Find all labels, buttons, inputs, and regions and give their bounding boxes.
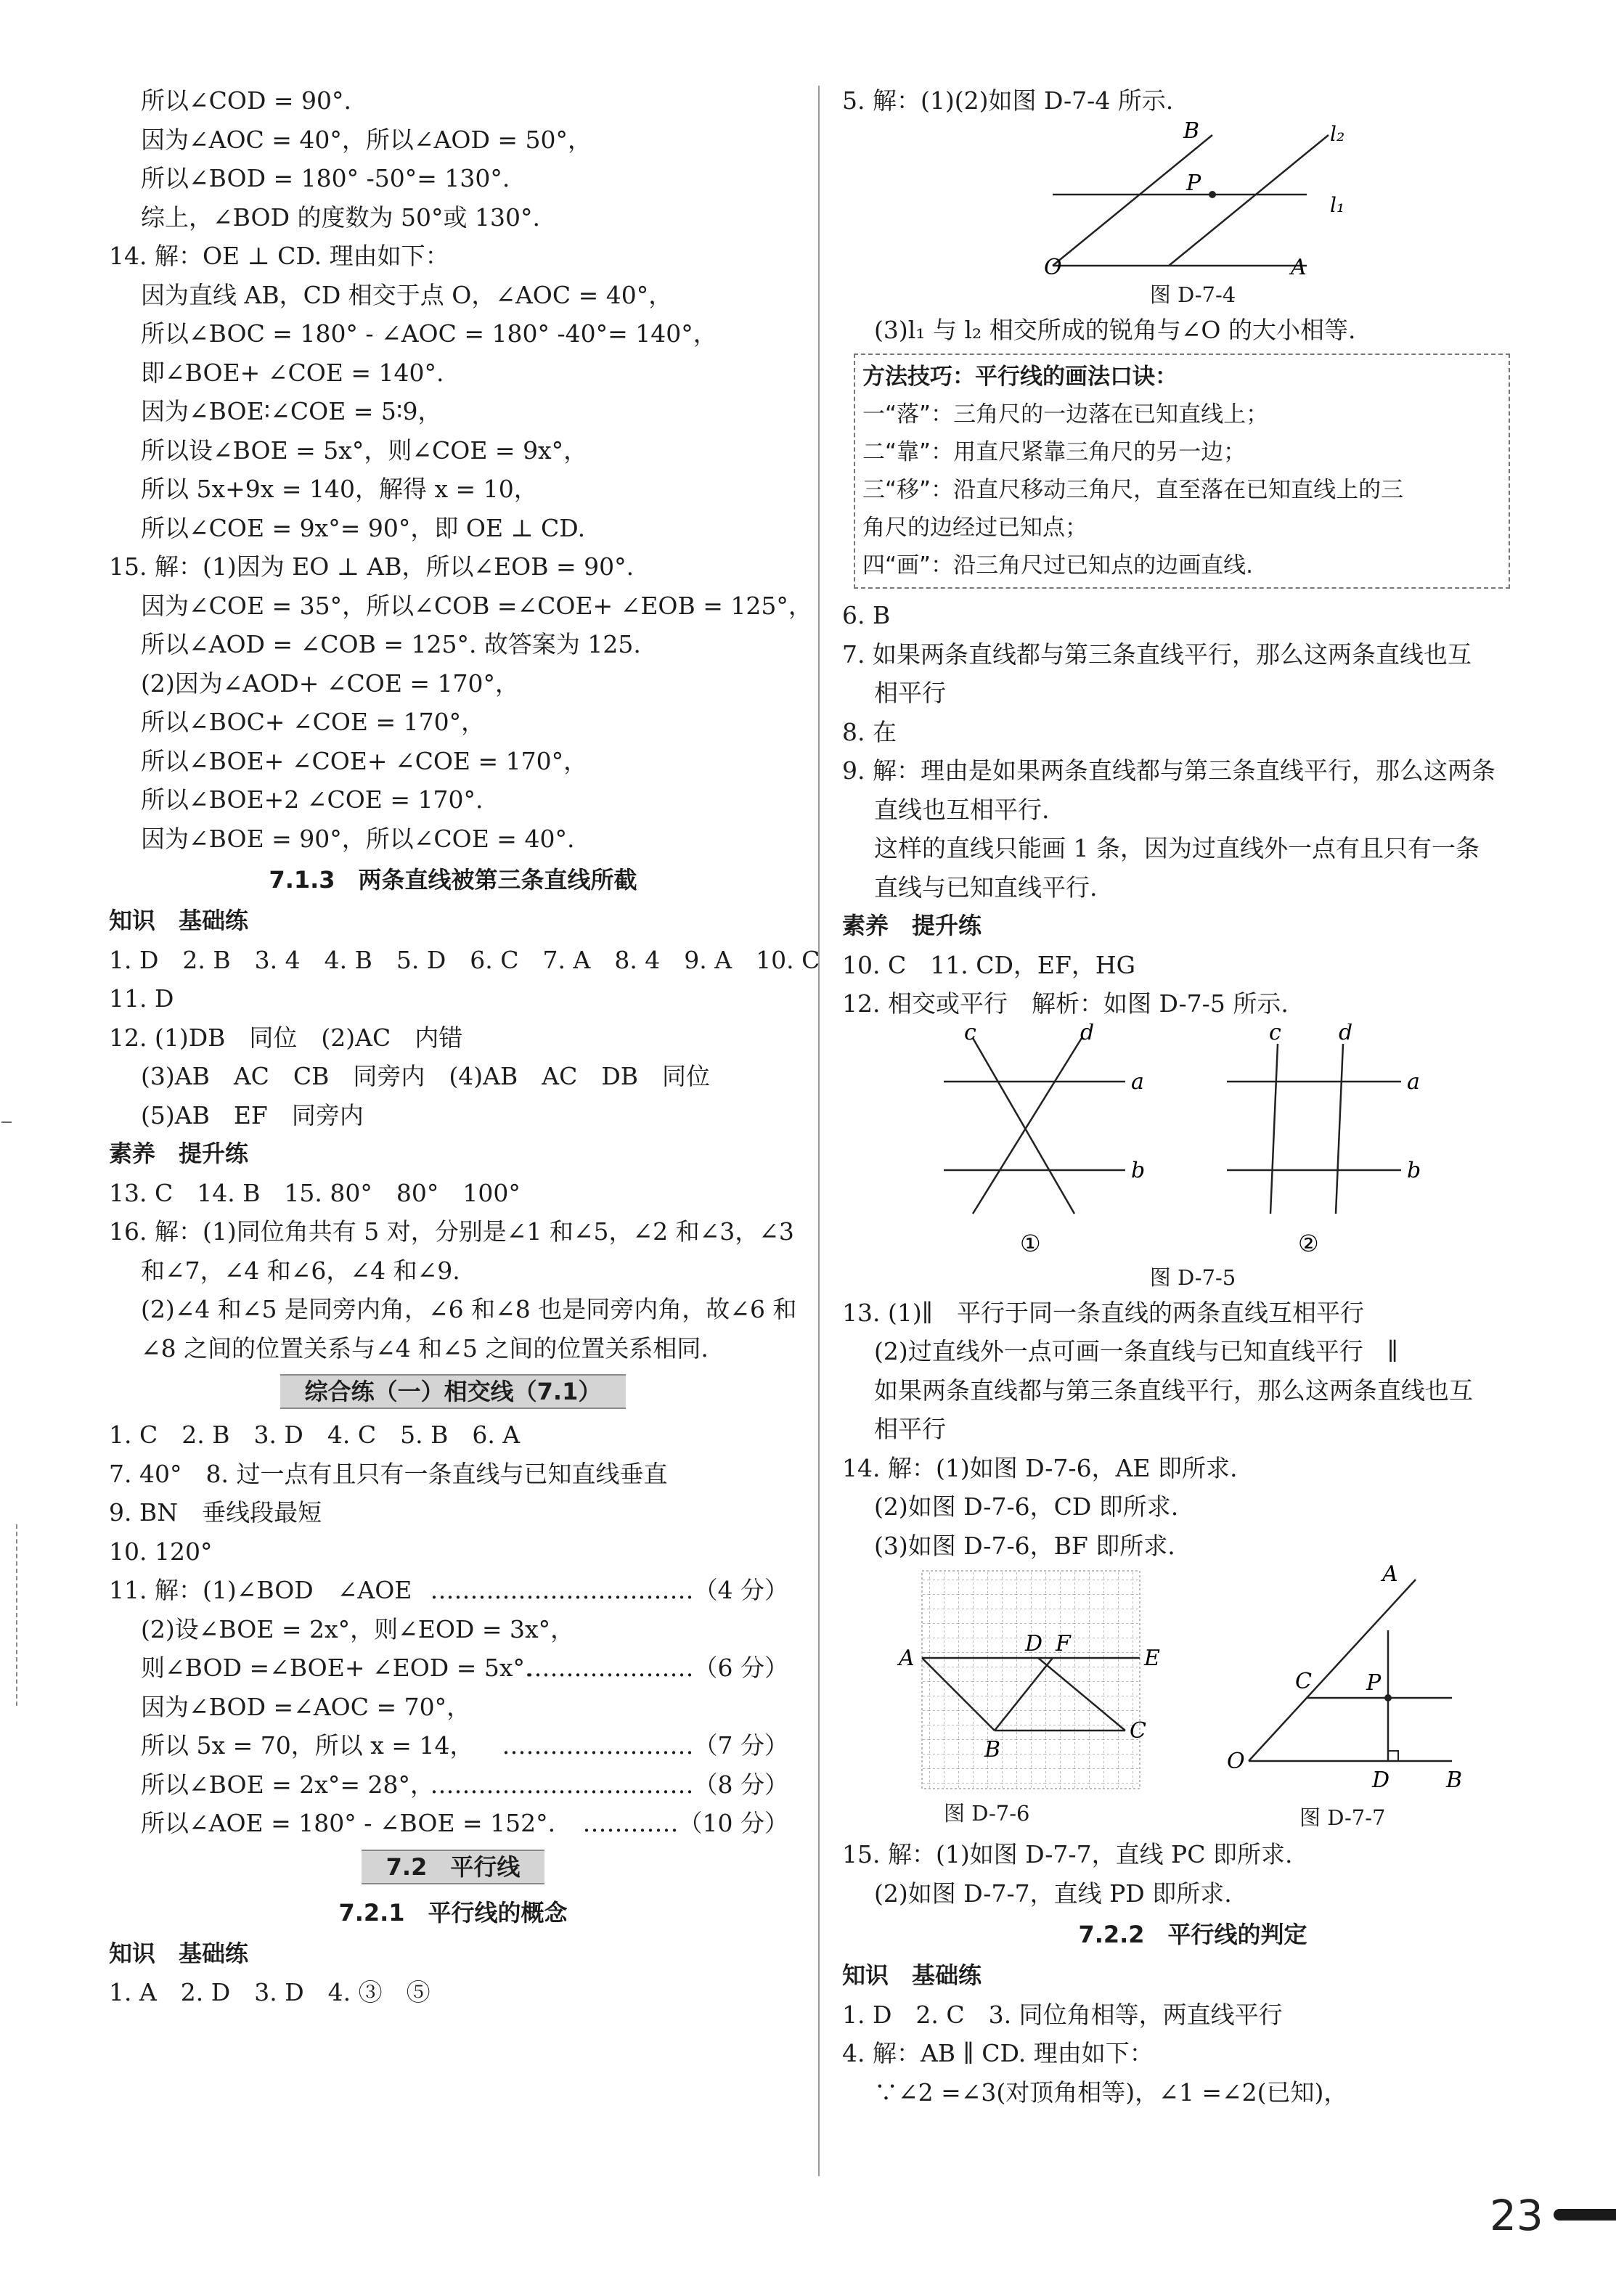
label-p: P	[1186, 170, 1201, 196]
score-points: ……………………………（4 分）	[430, 1576, 788, 1604]
left-line	[109, 547, 797, 587]
left-line	[109, 664, 797, 703]
right-line	[842, 1410, 1543, 1449]
label-b: B	[1446, 1768, 1463, 1793]
right-line	[842, 1371, 1543, 1410]
answer-text: 因为∠BOE∶∠COE = 5∶9，	[141, 397, 442, 425]
answer-text: 因为∠COE = 35°，所以∠COB =∠COE+ ∠EOB = 125°，	[141, 591, 812, 620]
left-line	[109, 587, 812, 626]
right-line	[842, 1449, 1543, 1488]
right-line	[842, 81, 1543, 120]
tips-line: 一“落”：三角尺的一边落在已知直线上；	[862, 401, 1269, 428]
label-p: P	[1366, 1670, 1382, 1696]
left-line	[109, 820, 797, 859]
left-line	[109, 1251, 797, 1291]
answer-text: (3)l₁ 与 l₂ 相交所成的锐角与∠O 的大小相等.	[874, 315, 1356, 344]
right-line	[842, 984, 1543, 1024]
answer-text: 这样的直线只能画 1 条，因为过直线外一点有且只有一条	[874, 834, 1480, 862]
answer-text: 所以∠BOE = 2x°= 28°，	[141, 1770, 435, 1799]
label-e: E	[1144, 1646, 1160, 1671]
left-line	[109, 1174, 797, 1213]
answer-text: 12. (1)DB 同位 (2)AC 内错	[109, 1023, 463, 1052]
answer-text: (2)因为∠AOD+ ∠COE = 170°，	[141, 669, 520, 698]
left-line	[109, 354, 797, 393]
answer-text: 直线也互相平行.	[874, 795, 1050, 824]
right-line	[842, 2034, 1543, 2073]
answer-text: 直线与已知直线平行.	[874, 873, 1098, 902]
left-line	[109, 1571, 797, 1610]
section-banner: 7.2 平行线	[362, 1850, 545, 1884]
margin-tick	[1, 1122, 12, 1123]
right-line	[842, 790, 1543, 830]
answer-text: 所以∠BOC = 180° - ∠AOC = 180° -40°= 140°，	[141, 319, 717, 348]
left-line	[109, 625, 797, 664]
label-c: c	[964, 1023, 976, 1045]
answer-text: 14. 解：(1)如图 D-7-6，AE 即所求.	[842, 1453, 1238, 1482]
subsection-label: 素养 提升练	[109, 1140, 249, 1167]
right-line	[842, 635, 1543, 674]
answer-block	[842, 596, 1543, 1024]
answer-text: 12. 相交或平行 解析：如图 D-7-5 所示.	[842, 989, 1289, 1018]
left-line	[109, 858, 797, 902]
answer-text: (5)AB EF 同旁内	[141, 1100, 364, 1129]
label-a: A	[1291, 254, 1307, 274]
left-line	[109, 1329, 797, 1368]
answer-text: 5. 解：(1)(2)如图 D-7-4 所示.	[842, 86, 1174, 115]
answer-text: 所以∠BOD = 180° -50°= 130°.	[141, 164, 510, 192]
answer-text: 因为直线 AB，CD 相交于点 O，∠AOC = 40°，	[141, 280, 673, 309]
method-tips-box	[854, 354, 1510, 589]
right-line	[842, 596, 1543, 635]
answer-text: 13. C 14. B 15. 80° 80° 100°	[109, 1178, 521, 1207]
answer-text: 6. B	[842, 601, 891, 629]
right-line	[842, 1874, 1543, 1913]
answer-text: (3)AB AC CB 同旁内 (4)AB AC DB 同位	[141, 1062, 711, 1090]
answer-text: (2)如图 D-7-7，直线 PD 即所求.	[874, 1879, 1232, 1908]
label-a: A	[1382, 1565, 1398, 1587]
left-line	[109, 1765, 797, 1805]
left-line	[109, 1415, 797, 1455]
label-d: d	[1339, 1023, 1353, 1045]
answer-text: 则∠BOD =∠BOE+ ∠EOD = 5x°.	[141, 1654, 533, 1682]
label-b: B	[984, 1737, 1001, 1762]
right-line	[842, 1956, 1543, 1995]
left-line	[109, 159, 797, 198]
left-line	[109, 509, 797, 548]
left-line	[109, 470, 797, 509]
answer-block	[842, 1835, 1543, 2112]
answer-text: 因为∠AOC = 40°，所以∠AOD = 50°，	[141, 125, 592, 154]
answer-text: ∵∠2 =∠3(对顶角相等)，∠1 =∠2(已知)，	[874, 2078, 1348, 2107]
answer-text: 如果两条直线都与第三条直线平行，那么这两条直线也互	[874, 1376, 1473, 1405]
answer-text: 1. A 2. D 3. D 4. ③ ⑤	[109, 1978, 430, 2006]
left-line	[109, 1610, 797, 1649]
left-line	[109, 902, 797, 941]
answer-text: 16. 解：(1)同位角共有 5 对，分别是∠1 和∠5，∠2 和∠3，∠3	[109, 1217, 794, 1246]
section-heading: 7.2.2 平行线的判定	[1078, 1921, 1307, 1948]
answer-text: (2)设∠BOE = 2x°，则∠EOD = 3x°，	[141, 1614, 575, 1643]
label-b: B	[1183, 120, 1200, 144]
right-line	[842, 1487, 1543, 1527]
left-line	[109, 1935, 797, 1974]
answer-text: 所以设∠BOE = 5x°，则∠COE = 9x°，	[141, 436, 588, 465]
figure-caption: 图 D-7-6	[944, 1801, 1030, 1826]
left-line	[109, 198, 797, 237]
answer-text: ∠8 之间的位置关系与∠4 和∠5 之间的位置关系相同.	[141, 1333, 709, 1363]
answer-text: 10. 120°	[109, 1537, 213, 1566]
tips-line: 三“移”：沿直尺移动三角尺，直至落在已知直线上的三	[862, 477, 1404, 503]
answer-text: 所以 5x+9x = 140，解得 x = 10，	[141, 475, 538, 503]
left-line	[109, 979, 797, 1018]
answer-block	[842, 311, 1543, 350]
left-line	[109, 780, 797, 820]
left-line	[109, 314, 797, 354]
right-line	[842, 1995, 1543, 2035]
tips-line: 四“画”：沿三角尺过已知点的边画直线.	[862, 552, 1253, 579]
config-one-label: ①	[1020, 1229, 1041, 1257]
left-column	[109, 81, 820, 2012]
answer-text: 1. D 2. B 3. 4 4. B 5. D 6. C 7. A 8. 4 9. A 10. C	[109, 945, 820, 974]
left-line	[109, 1649, 797, 1688]
label-d: D	[1372, 1768, 1390, 1793]
section-heading: 7.1.3 两条直线被第三条直线所截	[269, 866, 637, 894]
section-heading: 7.2.1 平行线的概念	[338, 1898, 568, 1927]
answer-block	[842, 81, 1543, 120]
answer-text: 所以∠AOD = ∠COB = 125°. 故答案为 125.	[141, 630, 641, 658]
left-line	[109, 392, 797, 431]
answer-text: 8. 在	[842, 717, 897, 746]
right-line	[842, 868, 1543, 907]
left-line	[109, 120, 797, 160]
label-c: C	[1130, 1718, 1146, 1744]
label-a: a	[1131, 1069, 1144, 1095]
label-a: A	[899, 1646, 915, 1671]
figure-d-7-4	[842, 120, 1543, 311]
left-line	[109, 1135, 797, 1174]
config-two-label: ②	[1298, 1229, 1319, 1257]
answer-text: 11. D	[109, 984, 174, 1013]
label-o: O	[1044, 254, 1062, 274]
label-a: a	[1407, 1069, 1420, 1095]
column-divider	[818, 86, 820, 2176]
section-banner: 综合练（一）相交线（7.1）	[280, 1374, 627, 1409]
label-l1: l₁	[1330, 192, 1345, 217]
figure-caption: 图 D-7-7	[1299, 1805, 1386, 1830]
figure-caption: 图 D-7-5	[1149, 1265, 1236, 1290]
answer-text: 即∠BOE+ ∠COE = 140°.	[141, 358, 444, 387]
figure-d-7-5	[842, 1024, 1543, 1294]
subsection-label: 知识 基础练	[109, 1939, 249, 1967]
label-b: b	[1407, 1157, 1421, 1183]
left-line	[109, 81, 797, 120]
label-c: c	[1269, 1023, 1281, 1045]
right-line	[842, 674, 1543, 713]
answer-text: (3)如图 D-7-6，BF 即所求.	[874, 1531, 1175, 1560]
label-l2: l₂	[1330, 121, 1345, 146]
answer-text: 综上，∠BOD 的度数为 50°或 130°.	[141, 203, 540, 232]
left-line	[109, 1843, 797, 1891]
label-b: b	[1131, 1157, 1146, 1183]
left-line	[109, 276, 797, 315]
right-column	[842, 81, 1543, 2112]
answer-text: 因为∠BOE = 90°，所以∠COE = 40°.	[141, 824, 575, 853]
left-line	[109, 1804, 797, 1843]
subsection-label: 素养 提升练	[842, 912, 982, 939]
right-line	[842, 1835, 1543, 1874]
subsection-label: 知识 基础练	[842, 1961, 982, 1989]
answer-text: 所以∠BOC+ ∠COE = 170°，	[141, 708, 486, 736]
tips-line: 二“靠”：用直尺紧靠三角尺的另一边；	[862, 439, 1246, 465]
page-number-bar	[1554, 2209, 1616, 2221]
answer-text: 所以∠COE = 9x°= 90°，即 OE ⊥ CD.	[141, 513, 586, 542]
label-f: F	[1056, 1631, 1071, 1656]
left-line	[109, 1212, 797, 1251]
left-line	[109, 1891, 797, 1935]
left-line	[109, 1096, 797, 1135]
left-line	[109, 703, 797, 742]
answer-text: 7. 如果两条直线都与第三条直线平行，那么这两条直线也互	[842, 640, 1472, 669]
answer-text: 4. 解：AB ∥ CD. 理由如下：	[842, 2039, 1154, 2067]
left-line	[109, 1368, 797, 1415]
left-line	[109, 1057, 797, 1096]
page-number: 23	[1490, 2191, 1543, 2240]
answer-text: 所以∠COD = 90°.	[141, 86, 352, 115]
label-o: O	[1227, 1749, 1245, 1774]
right-line	[842, 946, 1543, 985]
right-line	[842, 829, 1543, 868]
figures-d-7-6-d-7-7	[842, 1565, 1543, 1835]
answer-text: 相平行	[874, 679, 946, 707]
answer-text: 11. 解：(1)∠BOD ∠AOE	[109, 1576, 412, 1604]
answer-text: 7. 40° 8. 过一点有且只有一条直线与已知直线垂直	[109, 1459, 668, 1488]
tips-title: 方法技巧：平行线的画法口诀：	[862, 364, 1178, 390]
right-line	[842, 1332, 1543, 1371]
answer-text: (2)∠4 和∠5 是同旁内角，∠6 和∠8 也是同旁内角，故∠6 和	[141, 1295, 797, 1323]
left-line	[109, 1973, 797, 2012]
answer-text: 14. 解：OE ⊥ CD. 理由如下：	[109, 242, 449, 270]
right-line	[842, 1913, 1543, 1956]
answer-text: (2)如图 D-7-6，CD 即所求.	[874, 1492, 1179, 1521]
answer-text: 1. D 2. C 3. 同位角相等，两直线平行	[842, 2000, 1283, 2029]
answer-text: 9. BN 垂线段最短	[109, 1498, 322, 1527]
left-line	[109, 1532, 797, 1572]
left-line	[109, 1290, 797, 1329]
label-d: D	[1025, 1631, 1043, 1656]
left-line	[109, 1688, 797, 1727]
score-points: …………………（6 分）	[526, 1654, 788, 1682]
answer-text: 相平行	[874, 1415, 946, 1443]
right-line	[842, 2073, 1543, 2112]
left-line	[109, 1018, 797, 1058]
left-line	[109, 1726, 797, 1765]
left-line	[109, 1493, 797, 1532]
answer-text: 因为∠BOD =∠AOC = 70°，	[141, 1692, 471, 1721]
label-c: C	[1295, 1669, 1312, 1694]
answer-text: 和∠7，∠4 和∠6，∠4 和∠9.	[141, 1256, 460, 1285]
left-line	[109, 941, 820, 980]
answer-text: 10. C 11. CD，EF，HG	[842, 950, 1136, 979]
answer-text: 所以∠BOE+ ∠COE+ ∠COE = 170°，	[141, 746, 588, 775]
margin-cut-line	[0, 1524, 17, 1706]
tips-line: 角尺的边经过已知点；	[862, 515, 1087, 541]
answer-text: (2)过直线外一点可画一条直线与已知直线平行 ∥	[874, 1337, 1398, 1365]
right-line	[842, 1527, 1543, 1566]
right-line	[842, 1294, 1543, 1333]
answer-text: 15. 解：(1)因为 EO ⊥ AB，所以∠EOB = 90°.	[109, 552, 634, 581]
right-line	[842, 713, 1543, 752]
parallel-lines-diagram	[842, 120, 1543, 274]
subsection-label: 知识 基础练	[109, 907, 249, 934]
right-line	[842, 311, 1543, 350]
right-line	[842, 907, 1543, 946]
label-d: d	[1080, 1023, 1095, 1045]
left-line	[109, 742, 797, 781]
answer-text: 15. 解：(1)如图 D-7-7，直线 PC 即所求.	[842, 1840, 1293, 1868]
right-line	[842, 751, 1543, 790]
left-line	[109, 431, 797, 470]
left-line	[109, 1455, 797, 1494]
answer-block	[842, 1294, 1543, 1566]
answer-text: 9. 解：理由是如果两条直线都与第三条直线平行，那么这两条	[842, 756, 1495, 785]
score-points: ……………………（7 分）	[502, 1731, 788, 1760]
answer-text: 所以 5x = 70，所以 x = 14，	[141, 1731, 474, 1760]
grid-and-triangle-diagram	[842, 1565, 1543, 1799]
answer-text: 13. (1)∥ 平行于同一条直线的两条直线互相平行	[842, 1298, 1364, 1327]
left-line	[109, 237, 797, 276]
answer-text: 所以∠BOE+2 ∠COE = 170°.	[141, 785, 483, 814]
score-points: …………（10 分）	[582, 1809, 788, 1837]
answer-text: 所以∠AOE = 180° - ∠BOE = 152°.	[141, 1809, 556, 1837]
two-configurations-diagram	[842, 1024, 1543, 1257]
figure-caption: 图 D-7-4	[1149, 282, 1236, 307]
answer-text: 1. C 2. B 3. D 4. C 5. B 6. A	[109, 1421, 521, 1449]
score-points: ……………………………（8 分）	[430, 1770, 788, 1799]
